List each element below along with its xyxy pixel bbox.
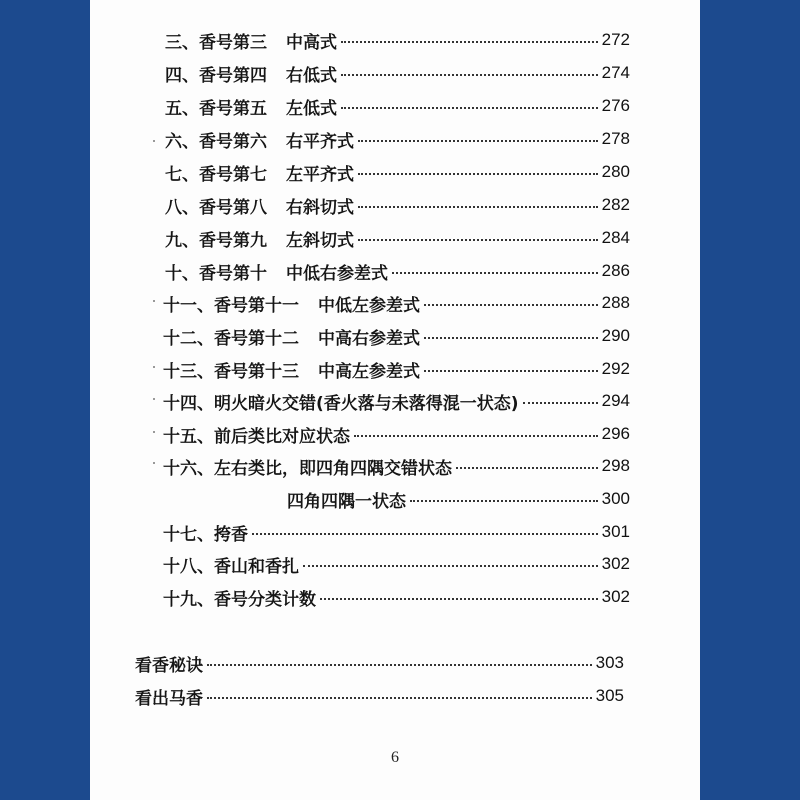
toc-entry-subtitle: 左平齐式 <box>286 164 354 185</box>
toc-entry-title: 看出马香 <box>135 688 203 709</box>
toc-entry-page: 302 <box>601 587 630 606</box>
toc-entry[interactable] <box>165 125 630 153</box>
toc-entry-title: 四、香号第四 <box>165 65 267 86</box>
toc-entry-page: 290 <box>601 326 630 345</box>
toc-entry-title: 十四、明火暗火交错(香火落与未落得混一状态) <box>163 393 519 414</box>
toc-entry-page: 298 <box>601 456 630 475</box>
toc-entry-title: 十一、香号第十一 <box>163 295 299 316</box>
dot-leader <box>358 173 598 175</box>
dot-leader <box>456 467 598 469</box>
dot-leader <box>410 500 598 502</box>
toc-entry-page: 278 <box>601 129 630 148</box>
toc-entry-title: 五、香号第五 <box>165 98 267 119</box>
dot-leader <box>358 140 598 142</box>
toc-entry[interactable] <box>165 59 630 87</box>
toc-entry-subtitle: 中低左参差式 <box>318 295 420 316</box>
toc-entry-page: 294 <box>601 391 630 410</box>
toc-entry-page: 288 <box>601 293 630 312</box>
scan-speck <box>153 300 155 302</box>
toc-entry[interactable] <box>165 257 630 285</box>
toc-entry-subtitle: 左低式 <box>286 98 337 119</box>
dot-leader <box>358 206 598 208</box>
toc-entry-page: 303 <box>595 653 624 672</box>
toc-entry[interactable] <box>163 289 630 317</box>
toc-entry-title: 六、香号第六 <box>165 131 267 152</box>
toc-entry-title: 十八、香山和香扎 <box>163 556 299 577</box>
toc-entry-page: 292 <box>601 359 630 378</box>
toc-entry-subtitle: 中低右参差式 <box>286 263 388 284</box>
toc-entry-title: 十六、左右类比，即四角四隅交错状态 <box>163 458 452 479</box>
toc-entry[interactable] <box>287 485 630 513</box>
toc-entry-page: 296 <box>601 424 630 443</box>
dot-leader <box>341 107 598 109</box>
toc-entry-title: 十二、香号第十二 <box>163 328 299 349</box>
toc-entry-subtitle: 右平齐式 <box>286 131 354 152</box>
toc-entry[interactable] <box>165 224 630 252</box>
toc-entry[interactable] <box>163 583 630 611</box>
toc-entry[interactable] <box>135 649 624 677</box>
toc-entry-page: 301 <box>601 522 630 541</box>
toc-entry-page: 305 <box>595 686 624 705</box>
dot-leader <box>358 239 598 241</box>
toc-entry-page: 274 <box>601 63 630 82</box>
toc-entry-page: 272 <box>601 30 630 49</box>
toc-entry-title: 看香秘诀 <box>135 655 203 676</box>
toc-entry-page: 276 <box>601 96 630 115</box>
toc-entry-title: 四角四隅一状态 <box>287 491 406 512</box>
toc-entry-page: 280 <box>601 162 630 181</box>
dot-leader <box>341 74 598 76</box>
toc-entry-page: 300 <box>601 489 630 508</box>
dot-leader <box>424 370 598 372</box>
toc-entry-title: 八、香号第八 <box>165 197 267 218</box>
toc-entry-subtitle: 右斜切式 <box>286 197 354 218</box>
toc-entry-page: 302 <box>601 554 630 573</box>
document-page <box>90 0 700 800</box>
toc-entry-subtitle: 中高左参差式 <box>318 361 420 382</box>
toc-entry-page: 286 <box>601 261 630 280</box>
dot-leader <box>207 697 592 699</box>
scan-speck <box>153 431 155 433</box>
dot-leader <box>392 272 598 274</box>
dot-leader <box>341 41 598 43</box>
scan-speck <box>153 140 155 142</box>
dot-leader <box>303 565 598 567</box>
toc-entry-page: 282 <box>601 195 630 214</box>
toc-entry-title: 十、香号第十 <box>165 263 267 284</box>
scan-speck <box>153 366 155 368</box>
toc-entry-title: 三、香号第三 <box>165 32 267 53</box>
toc-entry-page: 284 <box>601 228 630 247</box>
table-of-contents <box>90 0 700 800</box>
toc-entry-subtitle: 左斜切式 <box>286 230 354 251</box>
dot-leader <box>424 304 598 306</box>
toc-entry-subtitle: 中高式 <box>286 32 337 53</box>
toc-entry-title: 九、香号第九 <box>165 230 267 251</box>
toc-entry-subtitle: 中高右参差式 <box>318 328 420 349</box>
dot-leader <box>252 533 598 535</box>
dot-leader <box>207 664 592 666</box>
toc-entry[interactable] <box>163 387 630 415</box>
toc-entry[interactable] <box>135 682 624 710</box>
dot-leader <box>320 598 598 600</box>
toc-entry[interactable] <box>163 452 630 480</box>
toc-entry[interactable] <box>163 550 630 578</box>
toc-entry[interactable] <box>163 420 630 448</box>
toc-entry[interactable] <box>165 92 630 120</box>
toc-entry-subtitle: 右低式 <box>286 65 337 86</box>
toc-entry[interactable] <box>163 322 630 350</box>
scan-speck <box>153 398 155 400</box>
scan-speck <box>153 462 155 464</box>
dot-leader <box>424 337 598 339</box>
toc-entry[interactable] <box>165 158 630 186</box>
toc-entry-title: 十七、挎香 <box>163 524 248 545</box>
toc-entry-title: 十三、香号第十三 <box>163 361 299 382</box>
dot-leader <box>523 402 598 404</box>
toc-entry[interactable] <box>165 191 630 219</box>
toc-entry[interactable] <box>163 518 630 546</box>
page-number: 6 <box>391 749 399 766</box>
toc-entry[interactable] <box>165 26 630 54</box>
toc-entry[interactable] <box>163 355 630 383</box>
toc-entry-title: 十五、前后类比对应状态 <box>163 426 350 447</box>
toc-entry-title: 七、香号第七 <box>165 164 267 185</box>
toc-entry-title: 十九、香号分类计数 <box>163 589 316 610</box>
dot-leader <box>354 435 598 437</box>
